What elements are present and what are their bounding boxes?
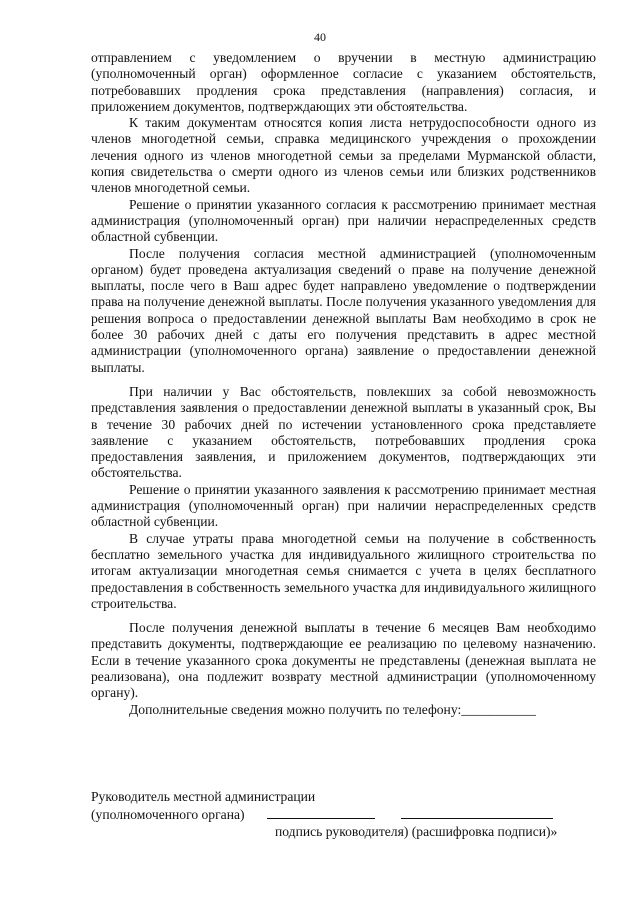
signature-blank	[267, 805, 375, 819]
signature-block	[91, 788, 596, 840]
paragraph-after-payment: После получения денежной выплаты в течение 6 месяцев Вам необходимо представить документы, подтверждающие ее реализацию по целевому назначению. Если в течение указанного срока документы не представлены (денежная выплата не реализована), она подлежит возврату местной администрации (уполномоченному органу).	[91, 620, 596, 701]
paragraph-consent-decision: Решение о принятии указанного согласия к рассмотрению принимает местная администрация (уполномоченный орган) при наличии нераспределенных средств областной субвенции.	[91, 196, 596, 245]
signatory-organization: (уполномоченного органа)	[91, 807, 245, 822]
name-blank	[401, 805, 553, 819]
signatory-title: Руководитель местной администрации	[91, 789, 316, 804]
paragraph-phone: Дополнительные сведения можно получить по телефону:___________	[129, 701, 536, 717]
paragraph-loss-of-right: В случае утраты права многодетной семьи на получение в собственность бесплатно земельного участка для индивидуального жилищного строительства по итогам актуализации многодетная семья снимается с учета в целях бесплатного предоставления в собственность земельного участка для индивидуального жилищного строительства.	[91, 530, 596, 611]
paragraph-documents-list: К таким документам относятся копия листа нетрудоспособности одного из членов многодетной семьи, справка медицинского учреждения о прохождении лечения одного из членов многодетной семьи за пределами Мурманской области, копия свидетельства о смерти одного из членов семьи или близких родственников членов многодетной семьи.	[91, 115, 596, 196]
paragraph-circumstances: При наличии у Вас обстоятельств, повлекших за собой невозможность представления заявления о предоставлении денежной выплаты в указанный срок, Вы в течение 30 рабочих дней по истечении установленного срока представляете заявление с указанием обстоятельств, потребовавших продления срока предоставления заявления, и приложением документов, подтверждающих эти обстоятельства.	[91, 383, 596, 481]
paragraph-continuation: отправлением с уведомлением о вручении в местную администрацию (уполномоченный орган) оформленное согласие с указанием обстоятельств, потребовавших продления срока представления (направления) согласия, и приложением документов, подтверждающих эти обстоятельства.	[91, 50, 596, 114]
page-number: 40	[314, 30, 326, 44]
signature-captions: подпись руководителя) (расшифровка подписи)»	[275, 824, 558, 839]
signatory-title-line2	[91, 805, 596, 823]
paragraph-application-decision: Решение о принятии указанного заявления к рассмотрению принимает местная администрация (уполномоченный орган) при наличии нераспределенных средств областной субвенции.	[91, 481, 596, 530]
paragraph-after-consent: После получения согласия местной администрацией (уполномоченным органом) будет проведена актуализация сведений о праве на получение денежной выплаты, после чего в Ваш адрес будет направлено уведомление о подтверждении права на получение денежной выплаты. После получения указанного уведомления для решения вопроса о предоставлении денежной выплаты Вам необходимо в срок не более 30 рабочих дней с даты его получения представить в адрес местной администрации (уполномоченного органа) заявление о предоставлении денежной выплаты.	[91, 245, 596, 375]
letter-body	[91, 50, 596, 718]
